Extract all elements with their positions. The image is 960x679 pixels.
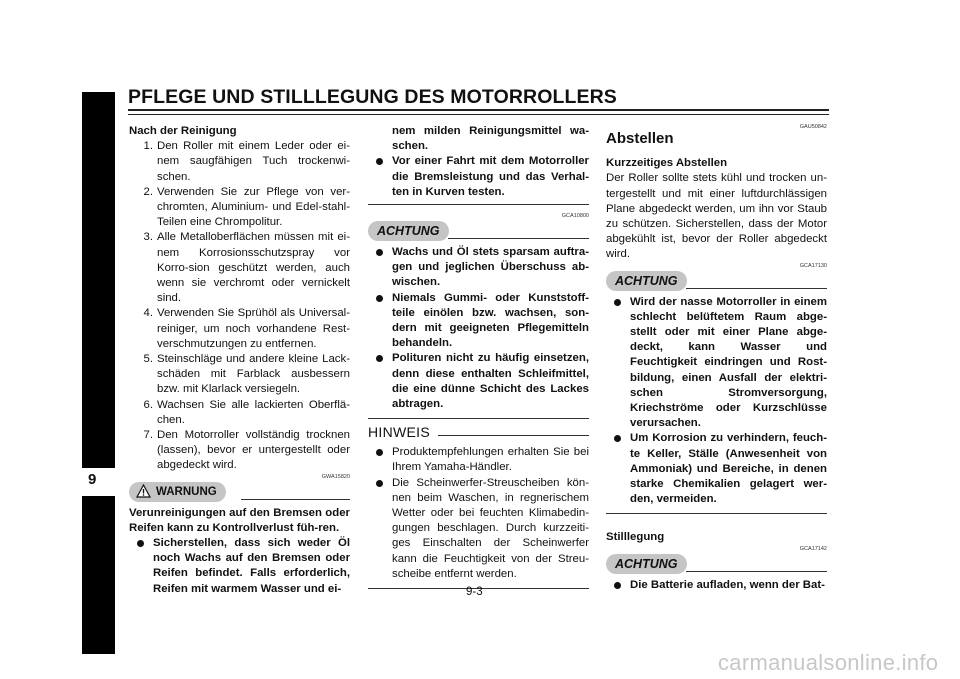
list-item: 1. Den Roller mit einem Leder oder ei-nem saugfähigen Tuch trockenwi-schen. bbox=[143, 140, 350, 183]
list-item: 3. Alle Metalloberflächen müssen mit ei-nem Korrosionsschutzspray vor Korro-sion geschützt werden, auch wenn sie verchromt oder vernickelt sind. bbox=[143, 231, 350, 305]
caution-badge: ACHTUNG bbox=[368, 221, 449, 241]
column-2 bbox=[368, 124, 589, 589]
chapter-tab-box bbox=[82, 468, 115, 496]
list-item: Die Batterie aufladen, wenn der Bat- bbox=[606, 578, 827, 593]
watermark: carmanualsonline.info bbox=[718, 650, 939, 675]
list-item: 7. Den Motorroller vollständig trocknen (lassen), bevor er untergestellt oder abgedeckt wird. bbox=[143, 429, 350, 472]
list-item: Die Scheinwerfer-Streuscheiben kön-nen beim Waschen, in regnerischem Wetter oder bei feuchten Klimabedin-gungen beschlagen. Durch kurzzeiti-ges Einschalten der Scheinwerfer kann die Feuchtigkeit von der Streu-scheibe entfernt werden. bbox=[368, 476, 589, 582]
caution-badge: ACHTUNG bbox=[606, 271, 687, 291]
list-item: Polituren nicht zu häufig einsetzen, denn diese enthalten Schleifmittel, die eine dünne Schicht des Lackes abtragen. bbox=[368, 351, 589, 412]
short-storage-text: Der Roller sollte stets kühl und trocken un-tergestellt und mit einer luftdurchlässigen Plane abgedeckt werden, um ihn vor Staub zu schützen. Sicherstellen, dass der Motor abgekühlt ist, bevor der Roller abgedeckt wird. bbox=[606, 172, 827, 261]
page-title: PFLEGE UND STILLLEGUNG DES MOTORROLLERS bbox=[128, 86, 617, 108]
list-item: Um Korrosion zu verhindern, feuch-te Keller, Ställe (Anwesenheit von Ammoniak) und Bereiche, in denen starke Chemikalien gelagert wer-den, vermeiden. bbox=[606, 431, 827, 507]
warning-banner bbox=[129, 482, 350, 503]
section-title: Abstellen bbox=[606, 130, 674, 147]
caution-bullets bbox=[606, 295, 827, 508]
list-item: Vor einer Fahrt mit dem Motorroller die Bremsleistung und das Verhal-ten in Kurven testen. bbox=[368, 154, 589, 200]
cleaning-heading: Nach der Reinigung bbox=[129, 125, 237, 137]
warning-bullets bbox=[129, 536, 350, 597]
caution-end-rule bbox=[368, 418, 589, 419]
page-number: 9-3 bbox=[466, 586, 483, 598]
list-item: Wachs und Öl stets sparsam auftra-gen und jeglichen Überschuss ab-wischen. bbox=[368, 245, 589, 291]
list-item: 5. Steinschläge und andere kleine Lack-schäden mit Farblack ausbessern bzw. mit Klarlack versiegeln. bbox=[143, 353, 350, 396]
storage-heading: Stilllegung bbox=[606, 531, 665, 544]
column-3 bbox=[606, 124, 827, 593]
note-rule bbox=[438, 435, 589, 436]
short-storage-heading: Kurzzeitiges Abstellen bbox=[606, 157, 728, 170]
caution-code: GCA17142 bbox=[799, 545, 827, 552]
caution-banner bbox=[606, 554, 827, 575]
note-bullets bbox=[368, 445, 589, 582]
caution-badge: ACHTUNG bbox=[606, 554, 687, 574]
cleaning-steps-list bbox=[129, 139, 350, 473]
column-1 bbox=[129, 124, 350, 597]
warning-code: GWA15820 bbox=[321, 473, 350, 480]
warning-bullets-continued bbox=[368, 124, 589, 200]
caution-end-rule bbox=[606, 513, 827, 514]
list-item: 4. Verwenden Sie Sprühöl als Universal-reiniger, um noch vorhandene Rest-verschmutzungen zu entfernen. bbox=[143, 307, 350, 350]
header-rule-thin bbox=[128, 114, 829, 115]
caution-bullets bbox=[606, 578, 827, 593]
caution-banner bbox=[368, 221, 589, 242]
warning-triangle-icon bbox=[136, 484, 151, 498]
caution-bullets bbox=[368, 245, 589, 412]
chapter-number: 9 bbox=[88, 471, 97, 488]
note-label: HINWEIS bbox=[368, 424, 430, 441]
list-item: Wird der nasse Motorroller in einem schlecht belüftetem Raum abge-stellt oder mit einer Plane abge-deckt, kann Wasser und Feuchtigkeit eindringen und Rost-bildung, einen Ausfall der elektri-schen Stromversorgung, Kriechströme oder Kurzschlüsse verursachen. bbox=[606, 295, 827, 432]
caution-rule bbox=[686, 288, 827, 289]
warning-badge: WARNUNG bbox=[129, 482, 226, 502]
note-banner bbox=[368, 425, 589, 443]
section-code: GAU50842 bbox=[799, 124, 827, 130]
warning-text: Verunreinigungen auf den Bremsen oder Reifen kann zu Kontrollverlust füh-ren. bbox=[129, 506, 350, 534]
list-item: Sicherstellen, dass sich weder Öl noch Wachs auf den Bremsen oder Reifen befindet. Falls erforderlich, Reifen mit warmem Wasser und ei- bbox=[129, 536, 350, 597]
caution-banner bbox=[606, 271, 827, 292]
header-rule bbox=[128, 109, 829, 111]
caution-rule bbox=[686, 571, 827, 572]
list-item: 2. Verwenden Sie zur Pflege von ver-chromten, Aluminium- und Edel-stahl-Teilen eine Chrompolitur. bbox=[143, 185, 350, 229]
chapter-tab-strip bbox=[82, 92, 115, 654]
caution-rule bbox=[448, 238, 589, 239]
warning-rule bbox=[241, 499, 350, 500]
list-item: Produktempfehlungen erhalten Sie bei Ihrem Yamaha-Händler. bbox=[368, 445, 589, 475]
list-item-continued: nem milden Reinigungsmittel wa-schen. bbox=[392, 125, 589, 153]
list-item: 6. Wachsen Sie alle lackierten Oberflä-chen. bbox=[143, 398, 350, 426]
list-item: Niemals Gummi- oder Kunststoff-teile einölen bzw. wachsen, son-dern mit geeigneten Pflegemitteln behandeln. bbox=[368, 291, 589, 352]
warning-end-rule bbox=[368, 204, 589, 205]
caution-code: GCA17130 bbox=[799, 262, 827, 269]
caution-code: GCA10800 bbox=[561, 213, 589, 220]
